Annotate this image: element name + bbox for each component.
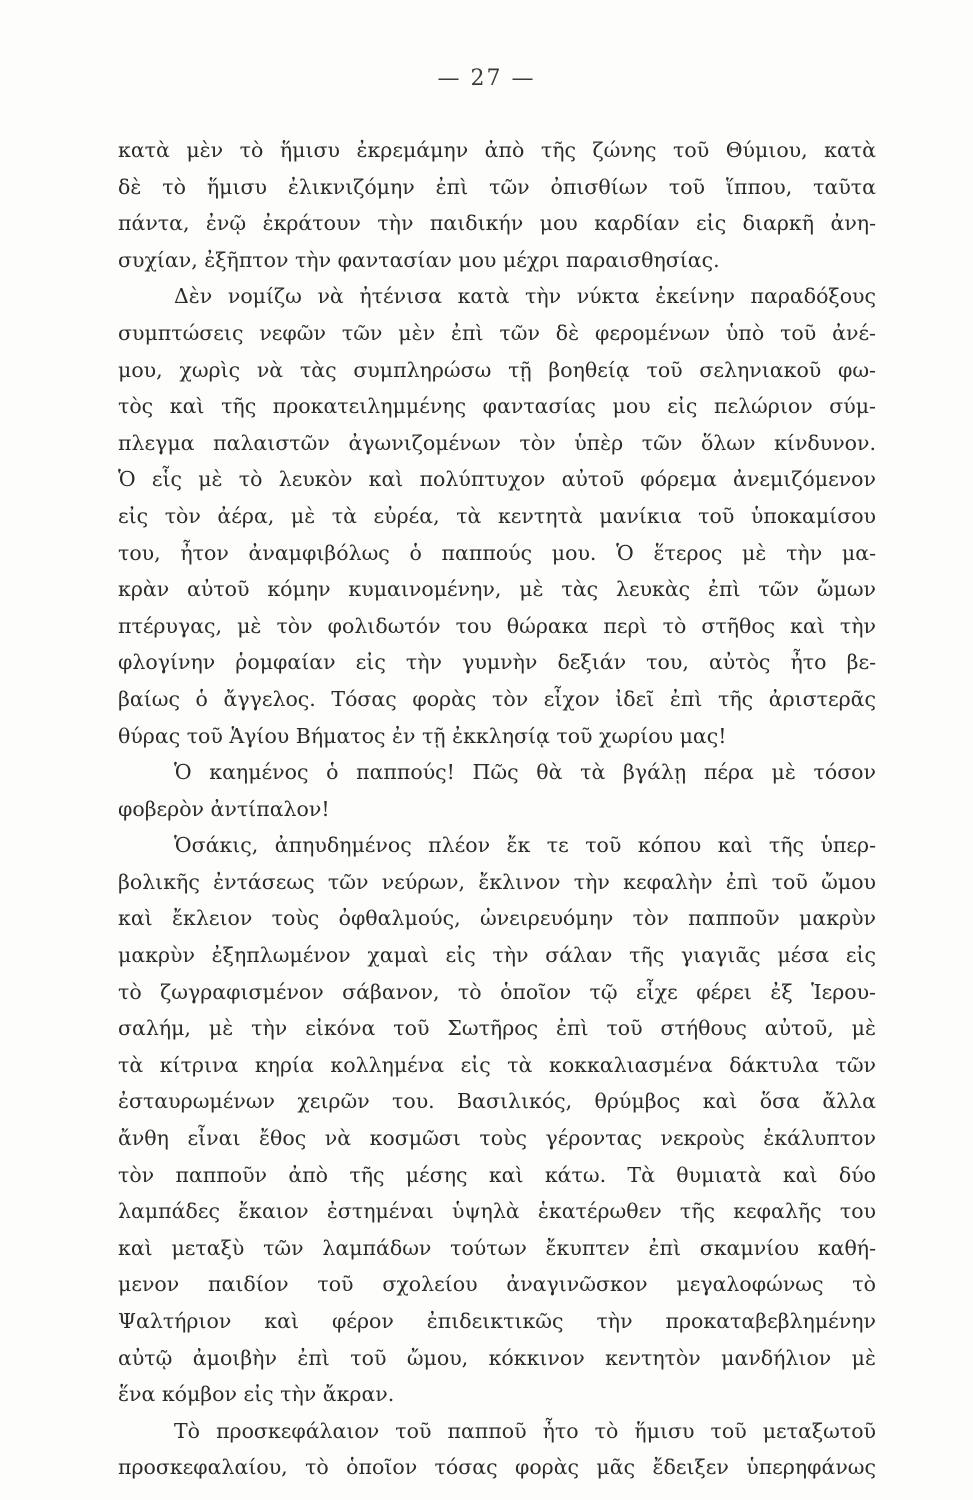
text-line: φλογίνην ῥομφαίαν εἰς τὴν γυμνὴν δεξιάν του, αὐτὸς ἦτο βε- (118, 650, 876, 675)
text-line: σαλήμ, μὲ τὴν εἰκόνα τοῦ Σωτῆρος ἐπὶ τοῦ στήθους αὐτοῦ, μὲ (118, 1016, 876, 1041)
text-line: Ψαλτήριον καὶ φέρον ἐπιδεικτικῶς τὴν προκαταβεβλημένην (118, 1309, 876, 1333)
text-line: καὶ ἔκλειον τοὺς ὀφθαλμούς, ὠνειρευόμην τὸν παπποῦν μακρὺν (118, 906, 876, 931)
text-line: του, ἦτον ἀναμφιβόλως ὁ παππούς μου. Ὁ ἕτερος μὲ τὴν μα- (118, 540, 876, 565)
text-line: βολικῆς ἐντάσεως τῶν νεύρων, ἔκλινον τὴν κεφαλὴν ἐπὶ τοῦ ὤμου (118, 869, 876, 894)
text-line: Ὁσάκις, ἀπηυδημένος πλέον ἔκ τε τοῦ κόπου καὶ τῆς ὑπερ- (174, 833, 876, 858)
text-line: πλεγμα παλαιστῶν ἀγωνιζομένων τὸν ὑπὲρ τῶν ὅλων κίνδυνον. (118, 430, 876, 455)
text-line: ἄνθη εἶναι ἔθος νὰ κοσμῶσι τοὺς γέροντας νεκροὺς ἐκάλυπτον (118, 1126, 876, 1151)
body-text (118, 132, 876, 1486)
text-line: λαμπάδες ἔκαιον ἐστημέναι ὑψηλὰ ἑκατέρωθεν τῆς κεφαλῆς του (118, 1199, 876, 1224)
text-line: πάντα, ἐνῷ ἐκράτουν τὴν παιδικήν μου καρδίαν εἰς διαρκῆ ἀνη- (118, 211, 876, 236)
text-line: κατὰ μὲν τὸ ἥμισυ ἐκρεμάμην ἀπὸ τῆς ζώνης τοῦ Θύμιου, κατὰ (118, 138, 876, 162)
text-line: μακρὺν ἐξηπλωμένον χαμαὶ εἰς τὴν σάλαν τῆς γιαγιᾶς μέσα εἰς (118, 943, 876, 968)
text-line: δὲ τὸ ἥμισυ ἐλικνιζόμην ἐπὶ τῶν ὀπισθίων τοῦ ἵππου, ταῦτα (118, 174, 876, 199)
text-line: τὰ κίτρινα κηρία κολλημένα εἰς τὰ κοκκαλιασμένα δάκτυλα τῶν (118, 1052, 876, 1077)
text-line: αὐτῷ ἀμοιβὴν ἐπὶ τοῦ ὤμου, κόκκινον κεντητὸν μανδήλιον μὲ (118, 1345, 876, 1370)
text-line: καὶ μεταξὺ τῶν λαμπάδων τούτων ἔκυπτεν ἐπὶ σκαμνίου καθή- (118, 1235, 876, 1260)
text-line: συμπτώσεις νεφῶν τῶν μὲν ἐπὶ τῶν δὲ φερομένων ὑπὸ τοῦ ἀνέ- (118, 320, 876, 345)
text-line: Δὲν νομίζω νὰ ἠτένισα κατὰ τὴν νύκτα ἐκείνην παραδόξους (174, 284, 876, 309)
text-line: κρὰν αὐτοῦ κόμην κυμαινομένην, μὲ τὰς λευκὰς ἐπὶ τῶν ὤμων (118, 577, 876, 602)
text-line: τὸν παπποῦν ἀπὸ τῆς μέσης καὶ κάτω. Τὰ θυμιατὰ καὶ δύο (118, 1162, 876, 1187)
page-number: — 27 — (437, 66, 536, 91)
text-line: πτέρυγας, μὲ τὸν φολιδωτόν του θώρακα περὶ τὸ στῆθος καὶ τὴν (118, 613, 876, 638)
text-line: συχίαν, ἐξῆπτον τὴν φαντασίαν μου μέχρι παραισθησίας. (118, 247, 720, 272)
text-line: προσκεφαλαίου, τὸ ὁποῖον τόσας φορὰς μᾶς ἔδειξεν ὑπερηφάνως (118, 1455, 876, 1480)
text-line: φοβερὸν ἀντίπαλον! (118, 796, 330, 821)
text-line: θύρας τοῦ Ἁγίου Βήματος ἐν τῇ ἐκκλησίᾳ τοῦ χωρίου μας! (118, 723, 727, 748)
text-line: Τὸ προσκεφάλαιον τοῦ παπποῦ ἦτο τὸ ἥμισυ τοῦ μεταξωτοῦ (174, 1418, 876, 1443)
text-line: μενον παιδίον τοῦ σχολείου ἀναγινῶσκον μεγαλοφώνως τὸ (118, 1272, 876, 1297)
text-line: Ὁ εἷς μὲ τὸ λευκὸν καὶ πολύπτυχον αὐτοῦ φόρεμα ἀνεμιζόμενον (118, 467, 876, 492)
text-line: ἕνα κόμβον εἰς τὴν ἄκραν. (118, 1382, 395, 1407)
text-line: ἐσταυρωμένων χειρῶν του. Βασιλικός, θρύμβος καὶ ὅσα ἄλλα (118, 1089, 876, 1114)
text-line: τὸς καὶ τῆς προκατειλημμένης φαντασίας μου εἰς πελώριον σύμ- (118, 394, 876, 419)
text-line: τὸ ζωγραφισμένον σάβανον, τὸ ὁποῖον τῷ εἶχε φέρει ἐξ Ἱερου- (118, 979, 876, 1004)
text-line: βαίως ὁ ἄγγελος. Τόσας φορὰς τὸν εἶχον ἰδεῖ ἐπὶ τῆς ἀριστερᾶς (118, 686, 876, 711)
text-line: μου, χωρὶς νὰ τὰς συμπληρώσω τῇ βοηθείᾳ τοῦ σεληνιακοῦ φω- (118, 357, 876, 382)
text-line: εἰς τὸν ἀέρα, μὲ τὰ εὐρέα, τὰ κεντητὰ μανίκια τοῦ ὑποκαμίσου (118, 503, 876, 528)
text-line: Ὁ καημένος ὁ παππούς! Πῶς θὰ τὰ βγάλῃ πέρα μὲ τόσον (174, 760, 876, 785)
